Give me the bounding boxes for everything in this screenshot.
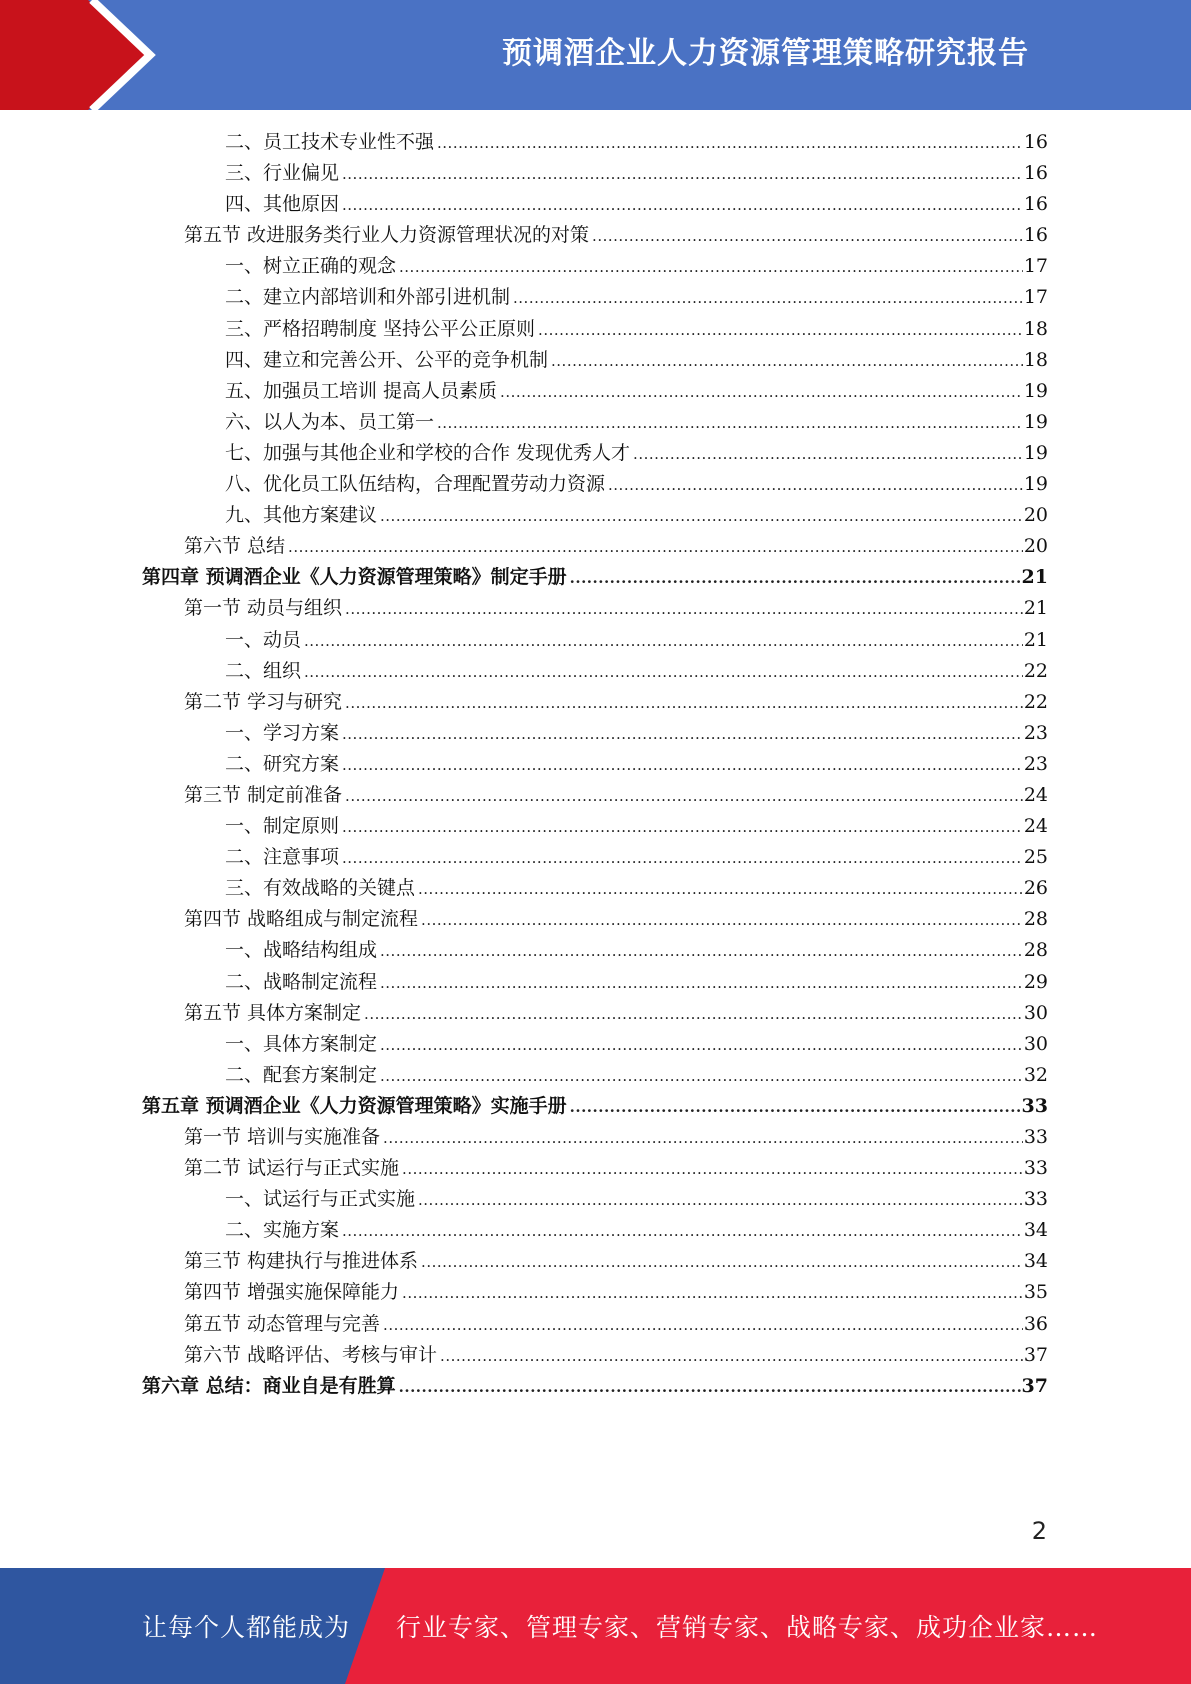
toc-dot-leader [399,251,1023,283]
toc-page-number: 35 [1023,1281,1048,1304]
toc-dot-leader [440,1340,1023,1372]
toc-page-number: 37 [1023,1343,1048,1366]
toc-dot-leader [345,687,1023,719]
toc-dot-leader [342,811,1023,843]
toc-dot-leader [345,593,1023,625]
toc-dot-leader [364,998,1023,1030]
toc-dot-leader [608,469,1023,501]
toc-dot-leader [383,1309,1023,1341]
toc-page-number: 37 [1021,1374,1048,1397]
toc-page-number: 21 [1021,566,1048,589]
toc-entry[interactable] [0,842,1048,873]
toc-entry-title: 二、研究方案 [225,752,340,775]
toc-entry[interactable] [0,656,1048,687]
toc-entry-title: 八、优化员工队伍结构，合理配置劳动力资源 [225,473,606,496]
toc-entry-title: 五、加强员工培训 提高人员素质 [225,379,498,402]
toc-page-number: 23 [1023,721,1048,744]
toc-entry-title: 一、动员 [225,628,302,651]
toc-dot-leader [551,345,1023,377]
toc-entry[interactable] [0,189,1048,220]
toc-entry-title: 第二节 试运行与正式实施 [184,1157,400,1180]
toc-entry-title: 二、实施方案 [225,1219,340,1242]
toc-entry[interactable] [0,531,1048,562]
toc-entry-title: 第六章 总结：商业自是有胜算 [142,1374,396,1397]
toc-entry[interactable] [0,1246,1048,1277]
toc-page-number: 28 [1023,939,1048,962]
toc-page-number: 22 [1023,690,1048,713]
toc-page-number: 23 [1023,752,1048,775]
toc-dot-leader [402,1277,1023,1309]
toc-entry[interactable] [0,811,1048,842]
toc-dot-leader [500,376,1023,408]
toc-entry-title: 一、制定原则 [225,815,340,838]
toc-entry[interactable] [0,904,1048,935]
toc-page-number: 19 [1023,379,1048,402]
toc-dot-leader [380,967,1023,999]
toc-entry-title: 一、树立正确的观念 [225,255,397,278]
toc-entry[interactable] [0,438,1048,469]
toc-entry[interactable] [0,749,1048,780]
toc-dot-leader [418,1184,1023,1216]
toc-dot-leader [380,1060,1023,1092]
toc-entry[interactable] [0,1309,1048,1340]
header-red-arrow [0,0,150,110]
toc-page-number: 19 [1023,473,1048,496]
toc-entry-title: 一、试运行与正式实施 [225,1188,416,1211]
footer-slogan-left: 让每个人都能成为 [142,1613,351,1642]
toc-entry[interactable] [0,1215,1048,1246]
toc-page-number: 17 [1023,255,1048,278]
toc-entry-title: 九、其他方案建议 [225,504,378,527]
toc-dot-leader [570,1091,1021,1123]
toc-dot-leader [342,749,1023,781]
toc-dot-leader [288,531,1023,563]
toc-entry-title: 三、有效战略的关键点 [225,877,416,900]
toc-entry-title: 三、行业偏见 [225,162,340,185]
toc-dot-leader [380,935,1023,967]
toc-page-number: 34 [1023,1219,1048,1242]
toc-entry[interactable] [0,376,1048,407]
toc-entry[interactable] [0,718,1048,749]
toc-page-number: 17 [1023,286,1048,309]
page-number: 2 [1031,1517,1047,1545]
toc-entry-title: 第四节 增强实施保障能力 [184,1281,400,1304]
toc-entry[interactable] [0,873,1048,904]
toc-entry[interactable] [0,1091,1048,1122]
toc-page-number: 25 [1023,846,1048,869]
toc-dot-leader [418,873,1023,905]
toc-page-number: 29 [1023,970,1048,993]
toc-entry[interactable] [0,1029,1048,1060]
footer-slogan-right: 行业专家、管理专家、营销专家、战略专家、成功企业家…… [396,1613,1099,1642]
toc-entry[interactable] [0,158,1048,189]
toc-entry-title: 第二节 学习与研究 [184,690,343,713]
toc-entry[interactable] [0,687,1048,718]
toc-page-number: 16 [1023,224,1048,247]
toc-entry-title: 第六节 战略评估、考核与审计 [184,1343,438,1366]
toc-dot-leader [399,1371,1021,1403]
toc-entry[interactable] [0,1122,1048,1153]
toc-dot-leader [513,282,1023,314]
toc-entry[interactable] [0,1060,1048,1091]
toc-entry-title: 第一节 培训与实施准备 [184,1126,381,1148]
page-footer [0,1568,1191,1684]
toc-entry-title: 第三节 构建执行与推进体系 [184,1250,419,1273]
header-title: 预调酒企业人力资源管理策略研究报告 [502,36,1029,71]
toc-dot-leader [342,1215,1023,1247]
toc-dot-leader [437,127,1023,159]
toc-entry-title: 第六节 总结 [184,535,286,558]
toc-dot-leader [342,158,1023,190]
toc-dot-leader [342,189,1023,221]
toc-entry-title: 七、加强与其他企业和学校的合作 发现优秀人才 [225,441,631,464]
toc-page-number: 33 [1023,1157,1048,1180]
toc-entry-title: 第五节 动态管理与完善 [184,1312,381,1335]
toc-entry[interactable] [0,1153,1048,1184]
toc-page-number: 18 [1023,317,1048,340]
toc-entry-title: 第五节 具体方案制定 [184,1001,362,1024]
toc-entry[interactable] [0,282,1048,313]
toc-dot-leader [592,220,1023,252]
toc-entry-title: 二、注意事项 [225,846,340,869]
toc-entry-title: 二、建立内部培训和外部引进机制 [225,286,511,309]
toc-page-number: 33 [1023,1188,1048,1211]
toc-page-number: 28 [1023,908,1048,931]
toc-entry[interactable] [0,407,1048,438]
toc-page-number: 18 [1023,348,1048,371]
toc-page-number: 26 [1023,877,1048,900]
toc-dot-leader [421,1246,1023,1278]
toc-dot-leader [380,500,1023,532]
toc-entry[interactable] [0,780,1048,811]
toc-entry[interactable] [0,220,1048,251]
toc-page-number: 32 [1023,1063,1048,1086]
toc-entry[interactable] [0,1184,1048,1215]
toc-entry[interactable] [0,469,1048,500]
toc-entry-title: 第五章 预调酒企业《人力资源管理策略》实施手册 [142,1094,567,1117]
toc-entry-title: 二、员工技术专业性不强 [225,131,435,153]
toc-dot-leader [437,407,1023,439]
toc-entry[interactable] [0,562,1048,593]
toc-entry-title: 二、战略制定流程 [225,970,378,993]
toc-page-number: 20 [1023,535,1048,558]
toc-page-number: 21 [1023,628,1048,651]
toc-entry-title: 三、严格招聘制度 坚持公平公正原则 [225,317,536,340]
toc-entry-title: 二、配套方案制定 [225,1063,378,1086]
toc-page-number: 30 [1023,1001,1048,1024]
toc-entry[interactable] [0,314,1048,345]
toc-entry[interactable] [0,935,1048,966]
toc-entry[interactable] [0,967,1048,998]
toc-dot-leader [345,780,1023,812]
toc-entry-title: 第五节 改进服务类行业人力资源管理状况的对策 [184,224,590,247]
toc-dot-leader [383,1122,1023,1154]
toc-entry-title: 六、以人为本、员工第一 [225,410,435,433]
toc-entry[interactable] [0,1340,1048,1371]
toc-entry[interactable] [0,127,1048,158]
page-header [0,0,1191,110]
toc-dot-leader [342,842,1023,874]
toc-entry-title: 第三节 制定前准备 [184,783,343,806]
toc-page-number: 24 [1023,783,1048,806]
toc-page-number: 36 [1023,1312,1048,1335]
toc-entry-title: 第四节 战略组成与制定流程 [184,908,419,931]
toc-entry[interactable] [0,1277,1048,1308]
toc-entry[interactable] [0,625,1048,656]
toc-dot-leader [304,656,1023,688]
toc-dot-leader [570,562,1021,594]
toc-dot-leader [380,1029,1023,1061]
toc-page-number: 16 [1023,193,1048,216]
toc-dot-leader [538,314,1023,346]
toc-page-number: 33 [1021,1094,1048,1117]
toc-entry-title: 四、建立和完善公开、公平的竞争机制 [225,348,549,371]
toc-entry[interactable] [0,1371,1048,1402]
toc-page-number: 21 [1023,597,1048,620]
toc-entry[interactable] [0,251,1048,282]
toc-entry-title: 第一节 动员与组织 [184,597,343,620]
toc-page-number: 19 [1023,410,1048,433]
toc-page-number: 16 [1023,162,1048,185]
toc-dot-leader [402,1153,1023,1185]
toc-page-number: 33 [1023,1126,1048,1148]
toc-dot-leader [304,625,1023,657]
toc-dot-leader [421,904,1023,936]
toc-page-number: 16 [1023,131,1048,153]
toc-dot-leader [342,718,1023,750]
toc-entry-title: 二、组织 [225,659,302,682]
toc-entry[interactable] [0,500,1048,531]
toc-page-number: 19 [1023,441,1048,464]
toc-entry[interactable] [0,998,1048,1029]
toc-page-number: 30 [1023,1032,1048,1055]
toc-page-number: 20 [1023,504,1048,527]
toc-dot-leader [633,438,1023,470]
toc-entry-title: 一、学习方案 [225,721,340,744]
table-of-contents [0,127,1191,1402]
toc-entry[interactable] [0,593,1048,624]
toc-entry[interactable] [0,345,1048,376]
toc-page-number: 34 [1023,1250,1048,1273]
toc-entry-title: 一、战略结构组成 [225,939,378,962]
toc-entry-title: 第四章 预调酒企业《人力资源管理策略》制定手册 [142,566,567,589]
toc-entry-title: 一、具体方案制定 [225,1032,378,1055]
toc-page-number: 24 [1023,815,1048,838]
toc-entry-title: 四、其他原因 [225,193,340,216]
toc-page-number: 22 [1023,659,1048,682]
